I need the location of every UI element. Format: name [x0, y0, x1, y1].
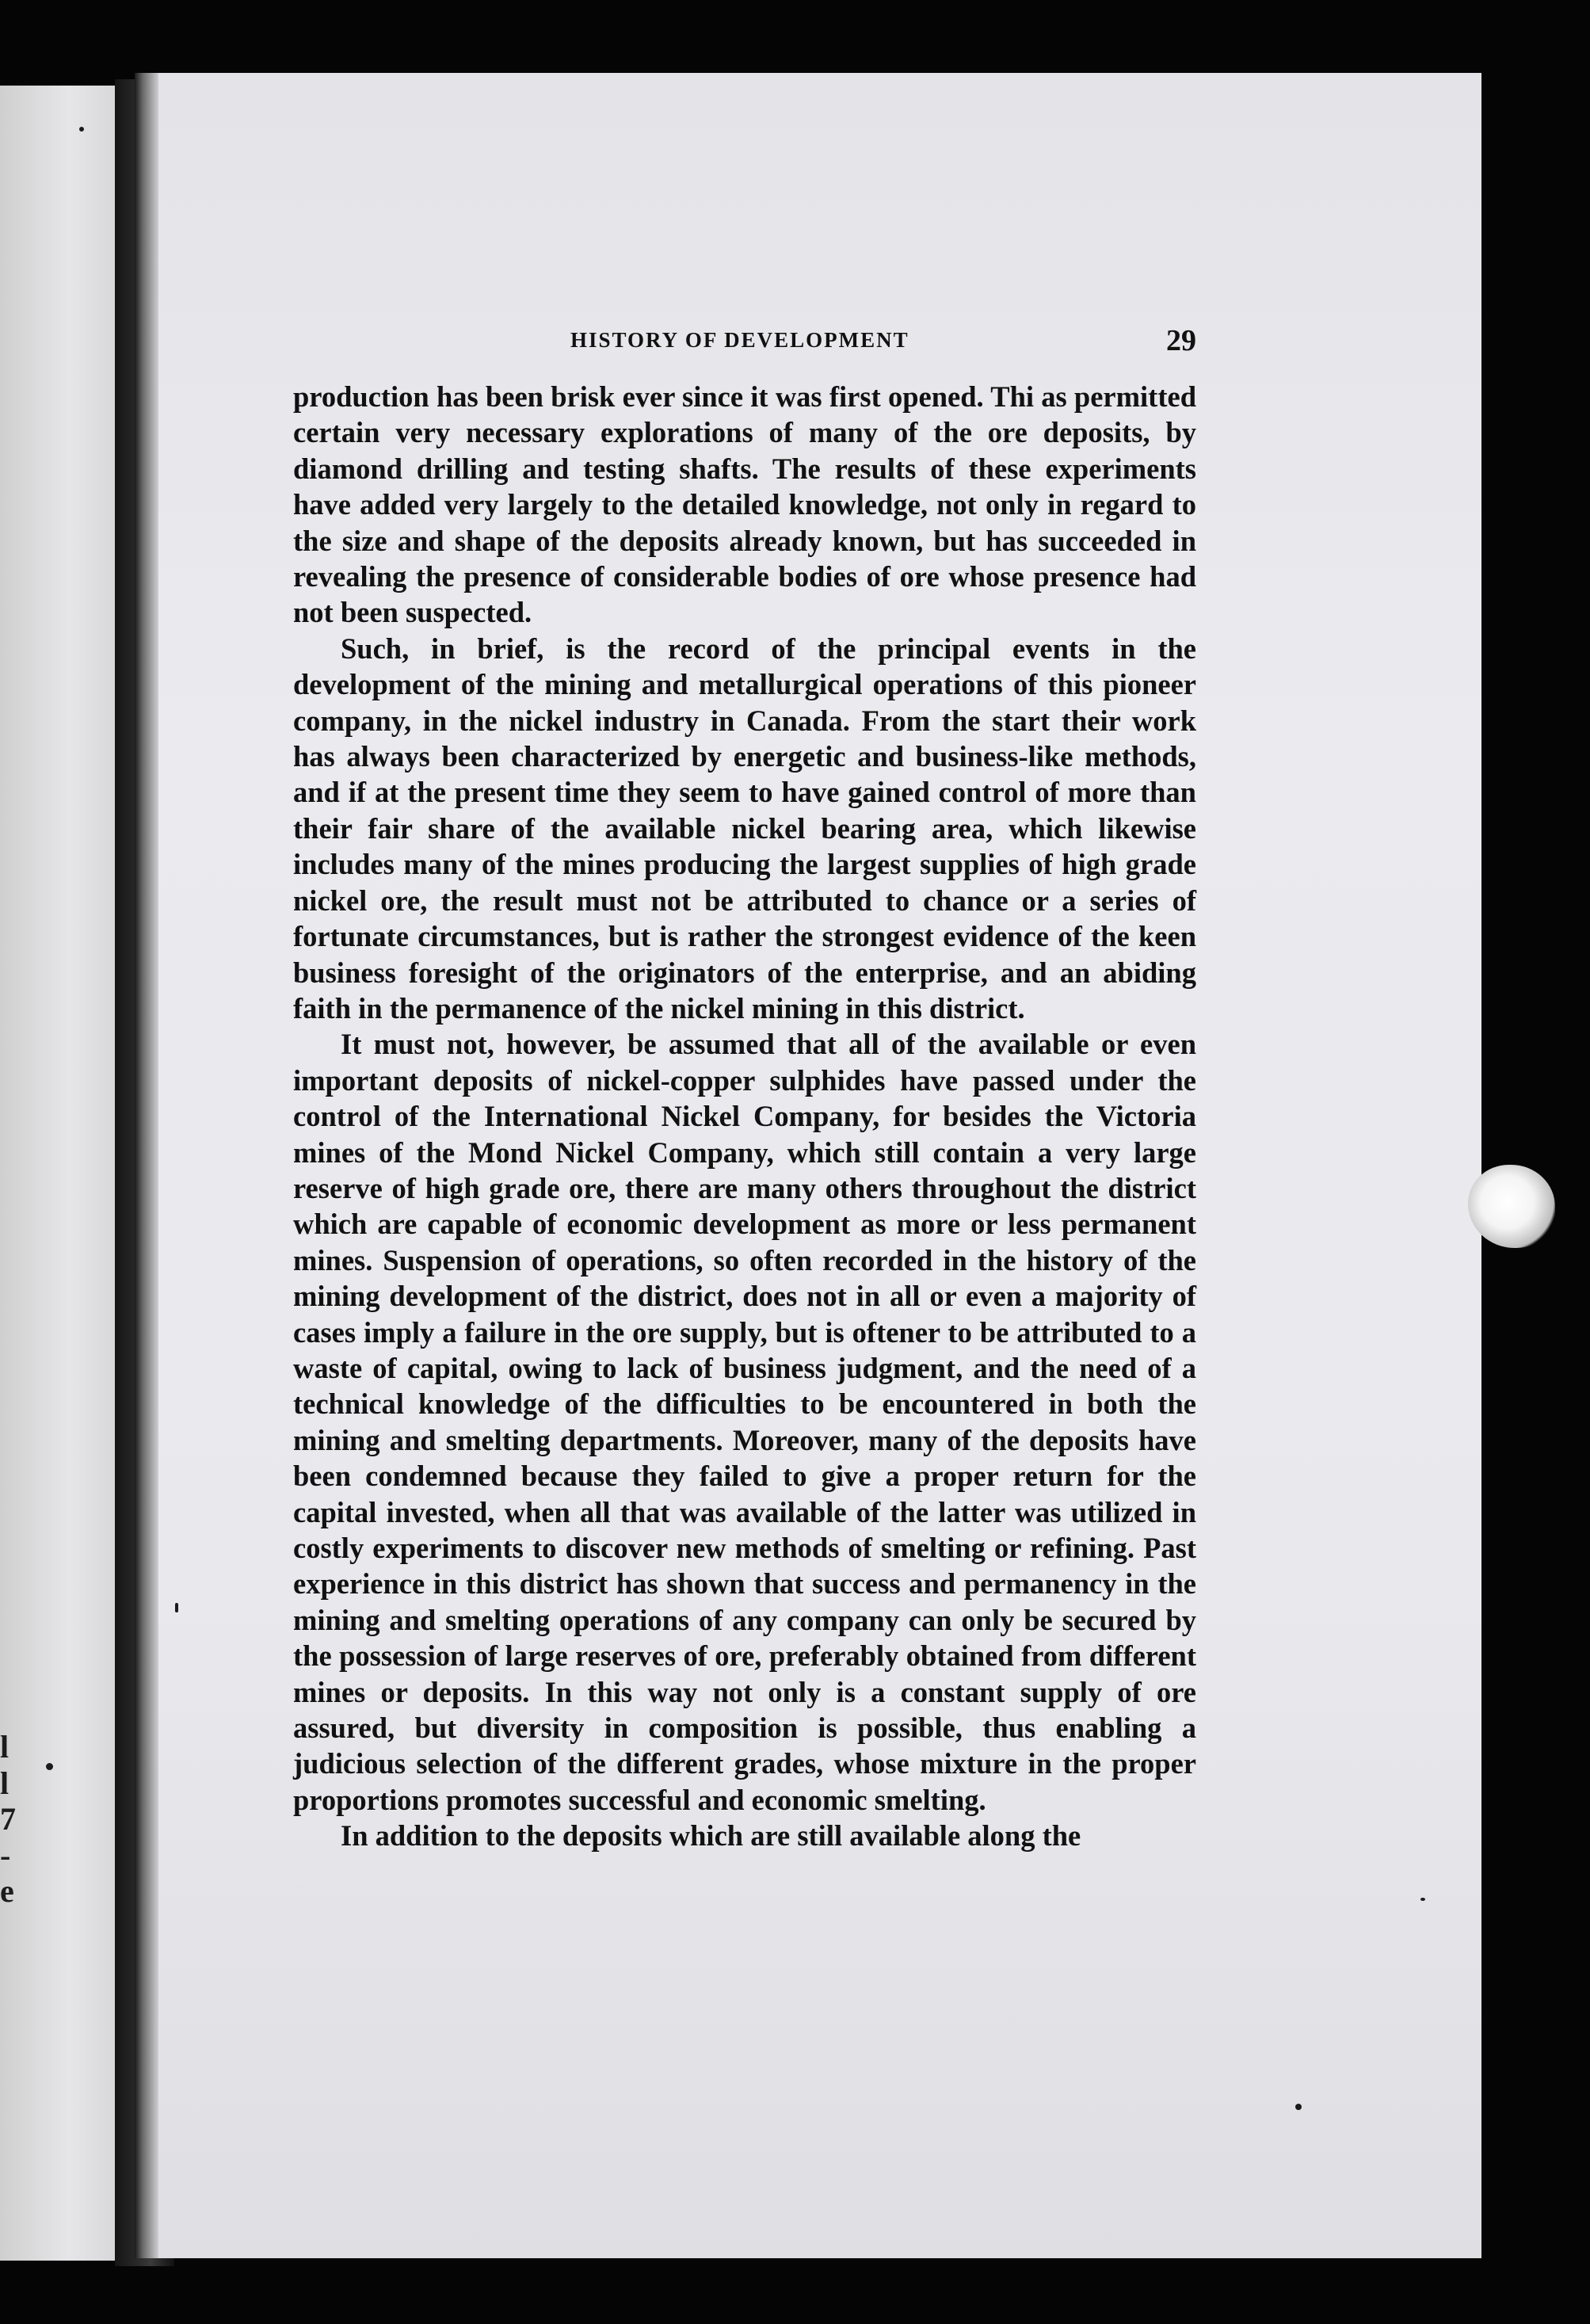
paragraph: In addition to the deposits which are still available along the: [341, 1819, 1081, 1853]
facing-page-fragment: l: [0, 1765, 10, 1801]
paragraph: production has been brisk ever since it was first opened. Thi as permitted certain very necessary explorations of many of the ore deposits, by diamond drilling and testing shafts. The results of these experiments have added very largely to the detailed knowledge, not only in regard to the size and shape of the deposits already known, but has succeeded in revealing the presence of considerable bodies of ore whose presence had not been suspected.: [293, 380, 1196, 629]
facing-page-fragment: 7: [0, 1801, 16, 1837]
facing-page-edge: [0, 86, 115, 2261]
facing-page-fragment: -: [0, 1837, 11, 1873]
facing-page-fragment: e: [0, 1873, 14, 1909]
running-title: HISTORY OF DEVELOPMENT: [570, 328, 909, 352]
paragraph: Such, in brief, is the record of the principal events in the development of the mining and metallurgical operations of this pioneer company, in the nickel industry in Canada. From the start their work has always been characterized by energetic and business-like methods, and if at the present time they seem to have gained control of more than their fair share of the available nickel bearing area, which likewise includes many of the mines producing the largest supplies of high grade nickel ore, the result must not be attributed to chance or a series of fortunate circumstances, but is rather the strongest evidence of the keen business foresight of the originators of the enterprise, and an abiding faith in the permanence of the nickel mining in this district.: [293, 632, 1196, 1025]
running-head: [293, 323, 1196, 363]
dust-speck: [1420, 1898, 1425, 1901]
facing-page-fragment: l: [0, 1729, 10, 1765]
body-text: [293, 379, 1196, 1854]
dust-speck: [79, 127, 84, 132]
paragraph: It must not, however, be assumed that all of the available or even important deposits of nickel-copper sulphides have passed under the control of the International Nickel Company, for besides the Victoria mines of the Mond Nickel Company, which still contain a very large reserve of high grade ore, there are many others throughout the district which are capable of economic development as more or less permanent mines. Suspension of operations, so often recorded in the history of the mining development of the district, does not in all or even a majority of cases imply a failure in the ore supply, but is oftener to be attributed to a waste of capital, owing to lack of business judgment, and the need of a technical knowledge of the difficulties to be encountered in both the mining and smelting departments. Moreover, many of the deposits have been condemned because they failed to give a proper return for the capital invested, when all that was available of the latter was utilized in costly experiments to discover new methods of smelting or refining. Past experience in this district has shown that success and permanency in the mining and smelting operations of any company can only be secured by the possession of large reserves of ore, preferably obtained from different mines or deposits. In this way not only is a constant supply of ore assured, but diversity in composition is possible, thus enabling a judicious selection of the different grades, whose mixture in the proper proportions promotes successful and economic smelting.: [293, 1028, 1196, 1816]
page-binding-edge: [135, 73, 158, 2258]
dust-speck: [46, 1763, 53, 1770]
dust-speck: [1295, 2104, 1302, 2110]
page-number: 29: [1166, 324, 1196, 357]
dust-speck: [175, 1603, 178, 1612]
